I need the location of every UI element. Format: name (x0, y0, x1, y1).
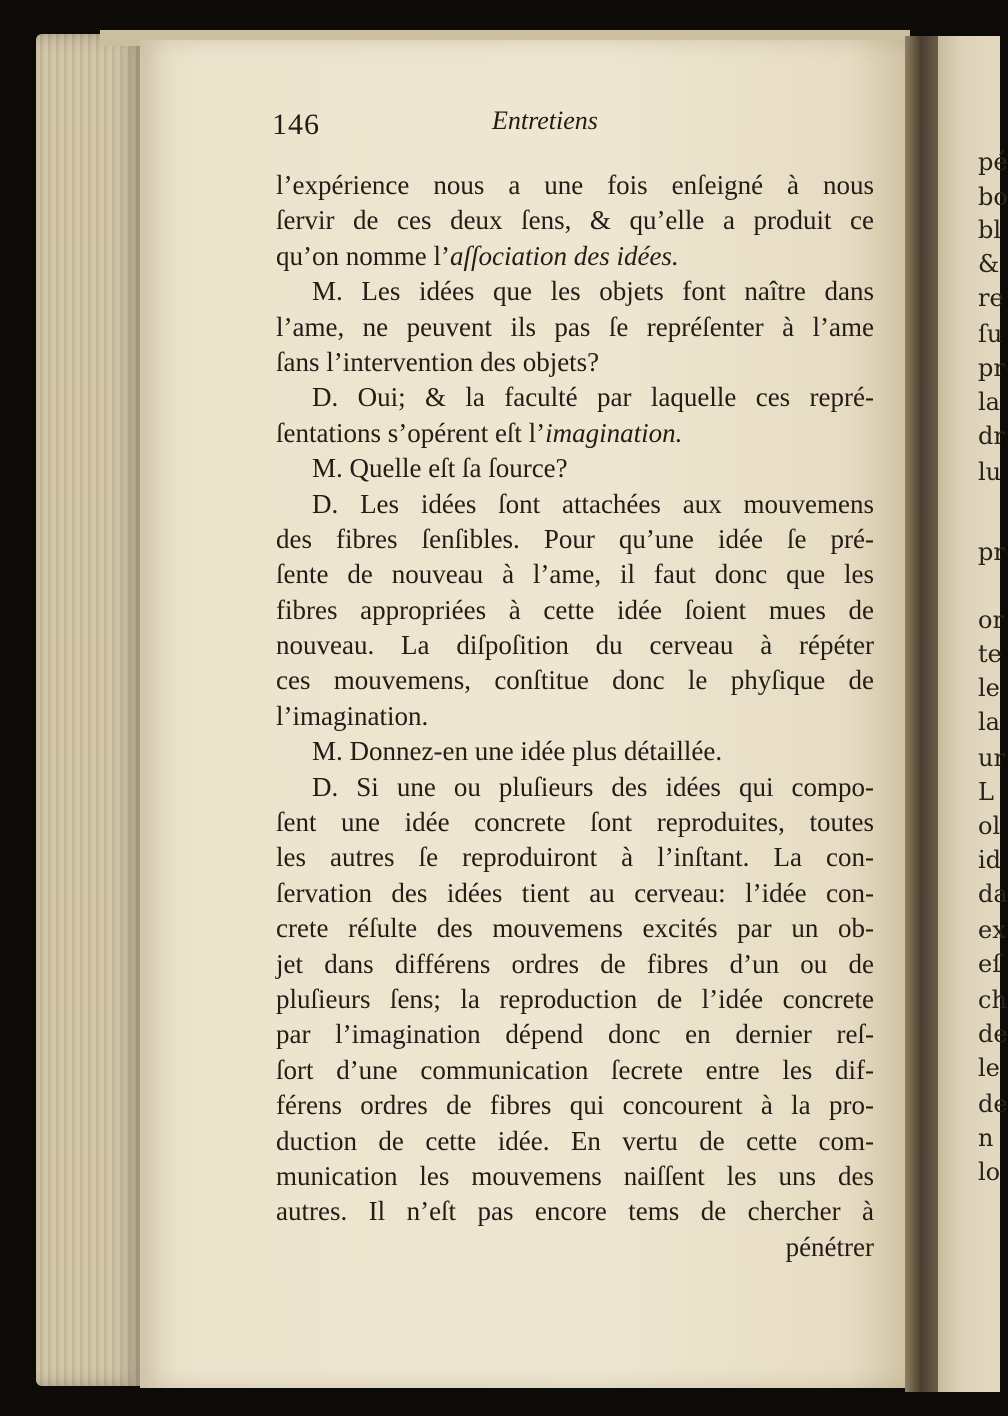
facing-text-fragment: pr (978, 538, 1005, 566)
text-line-roman: ſans l’intervention des objets? (276, 346, 600, 377)
facing-text-fragment: da (978, 880, 1008, 908)
text-line (276, 911, 874, 946)
body-text (276, 168, 874, 1265)
text-line-roman: ſentations s’opérent eſt l’ (276, 417, 546, 448)
text-line (276, 982, 874, 1017)
text-line (276, 416, 874, 451)
text-line (276, 203, 874, 238)
text-line (276, 1159, 874, 1194)
text-line (276, 522, 874, 557)
facing-text-fragment: id (978, 846, 1002, 874)
text-line (276, 947, 874, 982)
facing-text-fragment: ex (978, 916, 1006, 944)
text-line-roman: nouveau. La diſpoſition du cerveau à répéter (276, 630, 874, 661)
text-line (276, 1017, 874, 1052)
text-line-roman: munication les mouvemens naiſſent les uns des (276, 1160, 874, 1191)
text-line-roman: l’expérience nous a une fois enſeigné à nous (276, 170, 874, 200)
text-line (276, 487, 874, 522)
text-line (276, 274, 874, 309)
text-line-roman: pluſieurs ſens; la reproduction de l’idée concrete (276, 983, 874, 1014)
text-line-roman: ſort d’une communication ſecrete entre les dif- (276, 1054, 874, 1085)
text-line (276, 628, 874, 663)
text-line-roman: D. Si une ou pluſieurs des idées qui compo- (312, 771, 874, 802)
text-line (276, 770, 874, 805)
text-line (276, 168, 874, 203)
text-line-italic: aſſociation des idées. (449, 240, 679, 271)
text-line (276, 805, 874, 840)
facing-text-fragment: pr (978, 354, 1005, 382)
facing-text-fragment: L (978, 778, 994, 806)
running-head (272, 104, 878, 144)
text-line (276, 1088, 874, 1123)
facing-text-fragment: lo (978, 1158, 1001, 1186)
text-line (276, 876, 874, 911)
text-line (276, 1124, 874, 1159)
text-line-roman: les autres ſe reproduiront à l’inſtant. La con- (276, 842, 874, 873)
text-line-roman: D. Oui; & la faculté par laquelle ces repré- (312, 382, 874, 413)
text-line-roman: férens ordres de fibres qui concourent à la pro- (276, 1090, 874, 1121)
facing-text-fragment: ch (978, 986, 1007, 1014)
text-line-roman: par l’imagination dépend donc en dernier reſ- (276, 1019, 874, 1050)
text-line-roman: autres. Il n’eſt pas encore tems de chercher à (276, 1196, 874, 1227)
text-line (276, 699, 874, 734)
text-line-roman: jet dans différens ordres de fibres d’un ou de (276, 948, 874, 979)
text-line (276, 1230, 874, 1265)
text-line-roman: ſervation des idées tient au cerveau: l’idée con- (276, 877, 874, 908)
book-gutter (905, 36, 941, 1392)
text-line (276, 840, 874, 875)
facing-text-fragment: de (978, 1020, 1008, 1048)
text-line (276, 451, 874, 486)
facing-text-fragment: lu (978, 458, 1002, 486)
facing-text-fragment: bl (978, 216, 1002, 244)
facing-text-fragment: le (978, 674, 1000, 702)
page-edges (36, 34, 141, 1386)
facing-text-fragment: ſu (978, 320, 1003, 348)
facing-text-fragment: la (978, 388, 1000, 416)
text-line-roman: des fibres ſenſibles. Pour qu’une idée ſe pré- (276, 523, 874, 554)
facing-text-fragment: n (978, 1124, 994, 1152)
running-title: Entretiens (492, 106, 598, 135)
text-line (276, 380, 874, 415)
facing-text-fragment: dr (978, 422, 1005, 450)
text-line-roman: M. Les idées que les objets font naître dans (312, 276, 874, 307)
facing-text-fragment: le (978, 1054, 1000, 1082)
text-line (276, 1194, 874, 1229)
text-line-roman: l’ame, ne peuvent ils pas ſe repréſenter à l’ame (276, 311, 874, 342)
text-line (276, 593, 874, 628)
text-line-roman: qu’on nomme l’ (276, 240, 450, 271)
text-line-roman: ſervir de ces deux ſens, & qu’elle a produit ce (276, 205, 874, 236)
facing-text-fragment: ol (978, 812, 1001, 840)
text-line (276, 663, 874, 698)
text-line-roman: M. Quelle eſt ſa ſource? (312, 453, 568, 484)
text-line (276, 734, 874, 769)
facing-text-fragment: & (978, 250, 1000, 278)
facing-text-fragment: ur (978, 744, 1005, 772)
text-line-italic: imagination. (545, 417, 683, 448)
text-line-roman: ces mouvemens, conſtitue donc le phyſique de (276, 665, 874, 696)
facing-text-fragment: or (978, 606, 1004, 634)
facing-text-fragment: bo (978, 183, 1008, 211)
page-number: 146 (272, 108, 320, 141)
text-line (276, 1053, 874, 1088)
text-line-roman: ſente de nouveau à l’ame, il faut donc que les (276, 559, 874, 590)
text-line-roman: duction de cette idée. En vertu de cette com- (276, 1125, 874, 1156)
text-line-roman: crete réſulte des mouvemens excités par un ob- (276, 913, 874, 944)
text-line (276, 345, 874, 380)
facing-text-fragment: eſ (978, 950, 1002, 978)
text-line-roman: M. Donnez-en une idée plus détaillée. (312, 736, 723, 767)
book-page-right-fragment (938, 36, 1008, 1392)
facing-text-fragment: de (978, 1090, 1008, 1118)
text-line (276, 239, 874, 274)
text-line-roman: pénétrer (785, 1231, 874, 1262)
text-line-roman: fibres appropriées à cette idée ſoient mues de (276, 594, 874, 625)
facing-text-fragment: pé (978, 148, 1008, 176)
facing-text-fragment: te (978, 640, 1002, 668)
text-line (276, 557, 874, 592)
text-line-roman: ſent une idée concrete ſont reproduites, toutes (276, 807, 874, 838)
text-line (276, 310, 874, 345)
text-line-roman: l’imagination. (276, 700, 429, 731)
text-line-roman: D. Les idées ſont attachées aux mouvemens (312, 488, 874, 519)
facing-text-fragment: la (978, 708, 1000, 736)
facing-text-fragment: re (978, 284, 1004, 312)
